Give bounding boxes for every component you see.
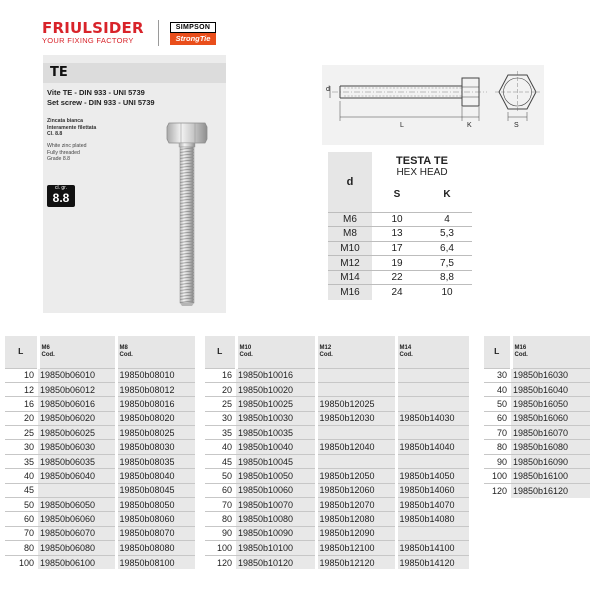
cell-code: 19850b10060: [236, 483, 316, 497]
table-row: [484, 454, 591, 468]
cell-code: 19850b08010: [116, 368, 196, 382]
table-row: [205, 368, 470, 382]
table-row: [484, 368, 591, 382]
cell-code: 19850b12100: [316, 541, 396, 555]
dim-d-label: d: [326, 86, 330, 93]
col-cod: Cod.: [119, 351, 133, 358]
cell-length: 30: [5, 440, 38, 454]
cell-code: [316, 426, 396, 440]
strongtie-text: StrongTie: [170, 33, 216, 45]
cell-code: 19850b10040: [236, 440, 316, 454]
cell-k: 7,5: [422, 256, 472, 271]
cell-length: 50: [484, 397, 511, 411]
table-row: [484, 483, 591, 497]
table-row: [328, 256, 472, 271]
col-m8-header: [116, 336, 196, 368]
cell-code: [396, 526, 470, 540]
col-size: M10: [239, 344, 252, 351]
cell-code: 19850b12090: [316, 526, 396, 540]
head-group-title: TESTA TE: [396, 155, 448, 167]
cell-code: 19850b16120: [511, 483, 591, 497]
cell-s: 13: [372, 227, 422, 242]
cell-code: 19850b10050: [236, 469, 316, 483]
cell-code: 19850b08035: [116, 454, 196, 468]
cell-length: 50: [5, 498, 38, 512]
cell-code: 19850b08045: [116, 483, 196, 497]
table-row: [5, 498, 196, 512]
cell-code: 19850b10016: [236, 368, 316, 382]
product-name-en: Set screw - DIN 933 - UNI 5739: [47, 98, 155, 107]
col-m14-header: [396, 336, 470, 368]
cell-code: 19850b14050: [396, 469, 470, 483]
col-s-header: S: [393, 189, 401, 201]
cell-code: 19850b14120: [396, 555, 470, 569]
cell-code: [38, 483, 116, 497]
cell-code: 19850b14030: [396, 411, 470, 425]
cell-code: 19850b08030: [116, 440, 196, 454]
cell-code: 19850b08016: [116, 397, 196, 411]
cell-code: 19850b06025: [38, 426, 116, 440]
table-row: [484, 426, 591, 440]
cell-code: 19850b12025: [316, 397, 396, 411]
product-desc-en: [47, 143, 117, 163]
cell-code: 19850b16060: [511, 411, 591, 425]
desc-en-line: Grade 8.8: [47, 156, 71, 162]
cell-code: [316, 382, 396, 396]
desc-en-line: Fully threaded: [47, 149, 80, 156]
cell-code: [396, 397, 470, 411]
codes-table-body: [484, 368, 591, 498]
cell-code: 19850b08100: [116, 555, 196, 569]
cell-code: 19850b12060: [316, 483, 396, 497]
cell-length: 10: [5, 368, 38, 382]
cell-k: 8,8: [422, 270, 472, 285]
table-row: [5, 555, 196, 569]
cell-d: M10: [328, 241, 372, 256]
col-m16-header: [511, 336, 591, 368]
cell-code: 19850b06035: [38, 454, 116, 468]
col-l-header: L: [5, 336, 38, 368]
table-row: [328, 270, 472, 285]
cell-code: [396, 426, 470, 440]
cell-code: 19850b10120: [236, 555, 316, 569]
col-size: M8: [119, 344, 128, 351]
cell-length: 60: [484, 411, 511, 425]
cell-code: 19850b10045: [236, 454, 316, 468]
table-row: [5, 454, 196, 468]
product-title-band: [43, 63, 226, 83]
head-group-subtitle: HEX HEAD: [396, 167, 448, 178]
cell-code: 19850b12120: [316, 555, 396, 569]
cell-code: 19850b12050: [316, 469, 396, 483]
cell-code: 19850b06010: [38, 368, 116, 382]
cell-length: 50: [205, 469, 236, 483]
codes-table-body: [5, 368, 196, 569]
table-row: [5, 411, 196, 425]
brand-name: FRIULSIDER: [42, 19, 144, 37]
cell-length: 60: [205, 483, 236, 497]
cell-length: 120: [205, 555, 236, 569]
head-group-header: [372, 152, 472, 178]
table-row: [328, 241, 472, 256]
cell-length: 35: [5, 454, 38, 468]
desc-it-line: Zincata bianca: [47, 118, 84, 124]
head-table-header: [328, 152, 472, 178]
cell-d: M12: [328, 256, 372, 271]
table-header-row: [5, 336, 196, 368]
cell-length: 20: [205, 382, 236, 396]
cell-length: 90: [205, 526, 236, 540]
cell-code: [316, 368, 396, 382]
dim-l-label: L: [400, 122, 404, 129]
table-row: [5, 426, 196, 440]
col-cod: Cod.: [514, 351, 528, 358]
brand-tagline: YOUR FIXING FACTORY: [42, 36, 134, 45]
technical-drawing: [322, 65, 544, 145]
table-header-row: [205, 336, 470, 368]
cell-code: [396, 368, 470, 382]
cell-length: 90: [484, 454, 511, 468]
cell-code: 19850b06100: [38, 555, 116, 569]
cell-k: 10: [422, 285, 472, 300]
cell-s: 10: [372, 212, 422, 227]
cell-code: [396, 454, 470, 468]
col-m6-header: [38, 336, 116, 368]
cell-length: 80: [5, 541, 38, 555]
cell-length: 80: [484, 440, 511, 454]
cell-length: 45: [205, 454, 236, 468]
desc-en-line: White zinc plated: [47, 143, 87, 149]
col-m12-header: [316, 336, 396, 368]
grade-value: 8.8: [52, 191, 70, 205]
cell-length: 40: [5, 469, 38, 483]
cell-length: 70: [205, 498, 236, 512]
cell-length: 80: [205, 512, 236, 526]
cell-code: 19850b16050: [511, 397, 591, 411]
table-row: [328, 212, 472, 227]
cell-length: 12: [5, 382, 38, 396]
cell-length: 45: [5, 483, 38, 497]
dim-k-label: K: [467, 122, 472, 129]
cell-code: 19850b16040: [511, 382, 591, 396]
cell-code: 19850b16080: [511, 440, 591, 454]
cell-code: 19850b06050: [38, 498, 116, 512]
col-l-header: L: [205, 336, 236, 368]
cell-code: 19850b08060: [116, 512, 196, 526]
col-cod: Cod.: [319, 351, 333, 358]
cell-code: 19850b06020: [38, 411, 116, 425]
table-row: [205, 440, 470, 454]
cell-code: 19850b10070: [236, 498, 316, 512]
cell-k: 4: [422, 212, 472, 227]
codes-table-m16: [484, 336, 593, 498]
cell-code: 19850b16090: [511, 454, 591, 468]
cell-code: 19850b14080: [396, 512, 470, 526]
cell-length: 40: [205, 440, 236, 454]
cell-length: 25: [5, 426, 38, 440]
cell-code: 19850b14040: [396, 440, 470, 454]
cell-code: 19850b12030: [316, 411, 396, 425]
codes-table-m10-m14: [205, 336, 472, 569]
table-row: [5, 382, 196, 396]
cell-code: [396, 382, 470, 396]
cell-k: 6,4: [422, 241, 472, 256]
product-desc-it: [47, 118, 117, 138]
col-cod: Cod.: [239, 351, 253, 358]
simpson-strongtie-logo: [170, 22, 216, 46]
col-size: M16: [514, 344, 527, 351]
cell-code: 19850b06080: [38, 541, 116, 555]
cell-code: 19850b16030: [511, 368, 591, 382]
col-m10-header: [236, 336, 316, 368]
table-row: [205, 397, 470, 411]
table-row: [5, 483, 196, 497]
cell-length: 100: [205, 541, 236, 555]
table-row: [328, 285, 472, 300]
table-row: [484, 440, 591, 454]
table-row: [5, 440, 196, 454]
table-row: [205, 512, 470, 526]
cell-length: 16: [5, 397, 38, 411]
cell-length: 30: [484, 368, 511, 382]
cell-length: 70: [5, 526, 38, 540]
col-size: M6: [41, 344, 50, 351]
col-k-header: K: [443, 189, 451, 201]
cell-code: 19850b10020: [236, 382, 316, 396]
cell-length: 100: [484, 469, 511, 483]
cell-length: 40: [484, 382, 511, 396]
product-card: [43, 55, 226, 313]
table-row: [5, 526, 196, 540]
table-row: [484, 411, 591, 425]
table-row: [205, 555, 470, 569]
cell-d: M8: [328, 227, 372, 242]
cell-code: 19850b10090: [236, 526, 316, 540]
cell-length: 20: [5, 411, 38, 425]
cell-code: 19850b14100: [396, 541, 470, 555]
cell-code: 19850b08080: [116, 541, 196, 555]
cell-length: 30: [205, 411, 236, 425]
cell-length: 16: [205, 368, 236, 382]
cell-code: 19850b08020: [116, 411, 196, 425]
cell-length: 60: [5, 512, 38, 526]
table-row: [205, 541, 470, 555]
cell-code: 19850b08040: [116, 469, 196, 483]
cell-code: 19850b06030: [38, 440, 116, 454]
table-header-row: [484, 336, 591, 368]
cell-d: M16: [328, 285, 372, 300]
cell-code: 19850b14060: [396, 483, 470, 497]
cell-code: 19850b06016: [38, 397, 116, 411]
product-name-it: Vite TE - DIN 933 - UNI 5739: [47, 88, 145, 97]
cell-code: 19850b12080: [316, 512, 396, 526]
cell-code: 19850b16070: [511, 426, 591, 440]
table-row: [484, 397, 591, 411]
cell-code: 19850b16100: [511, 469, 591, 483]
cell-code: 19850b08012: [116, 382, 196, 396]
cell-code: 19850b06060: [38, 512, 116, 526]
col-cod: Cod.: [399, 351, 413, 358]
desc-it-line: Cl. 8.8: [47, 131, 63, 137]
simpson-text: SIMPSON: [170, 22, 216, 33]
cell-k: 5,3: [422, 227, 472, 242]
cell-code: 19850b06040: [38, 469, 116, 483]
table-row: [5, 397, 196, 411]
cell-length: 70: [484, 426, 511, 440]
cell-code: 19850b10030: [236, 411, 316, 425]
cell-code: 19850b12070: [316, 498, 396, 512]
table-row: [5, 469, 196, 483]
cell-s: 22: [372, 270, 422, 285]
grade-badge: [47, 185, 75, 207]
cell-d: M6: [328, 212, 372, 227]
friulsider-logo: [42, 20, 154, 46]
table-row: [205, 411, 470, 425]
cell-code: [316, 454, 396, 468]
cell-length: 25: [205, 397, 236, 411]
col-d-header: d: [328, 152, 372, 212]
cell-code: 19850b10025: [236, 397, 316, 411]
desc-it-line: Interamente filettata: [47, 124, 97, 131]
codes-table-body: [205, 368, 470, 569]
cell-code: 19850b10100: [236, 541, 316, 555]
table-row: [205, 382, 470, 396]
grade-label: cl. gr.: [55, 185, 67, 191]
table-row: [484, 382, 591, 396]
cell-length: 120: [484, 483, 511, 497]
cell-code: 19850b08070: [116, 526, 196, 540]
table-row: [5, 368, 196, 382]
col-size: M14: [399, 344, 412, 351]
cell-code: 19850b12040: [316, 440, 396, 454]
table-row: [484, 469, 591, 483]
table-row: [205, 426, 470, 440]
cell-code: 19850b06070: [38, 526, 116, 540]
table-row: [205, 498, 470, 512]
table-row: [328, 227, 472, 242]
cell-s: 19: [372, 256, 422, 271]
logo-divider: [158, 20, 159, 46]
codes-table-m6-m8: [5, 336, 198, 569]
product-title: TE: [50, 65, 68, 80]
cell-code: 19850b08050: [116, 498, 196, 512]
bolt-image: [165, 117, 209, 307]
cell-s: 17: [372, 241, 422, 256]
col-size: M12: [319, 344, 332, 351]
cell-length: 35: [205, 426, 236, 440]
col-l-header: L: [484, 336, 511, 368]
cell-d: M14: [328, 270, 372, 285]
cell-code: 19850b10080: [236, 512, 316, 526]
cell-code: 19850b06012: [38, 382, 116, 396]
table-row: [205, 469, 470, 483]
cell-code: 19850b08025: [116, 426, 196, 440]
cell-s: 24: [372, 285, 422, 300]
table-row: [205, 526, 470, 540]
dim-s-label: S: [514, 122, 519, 129]
cell-code: 19850b14070: [396, 498, 470, 512]
table-row: [5, 541, 196, 555]
col-cod: Cod.: [41, 351, 55, 358]
head-dimensions-table: [328, 152, 472, 300]
table-row: [205, 483, 470, 497]
table-row: [205, 454, 470, 468]
cell-code: 19850b10035: [236, 426, 316, 440]
cell-length: 100: [5, 555, 38, 569]
table-row: [5, 512, 196, 526]
